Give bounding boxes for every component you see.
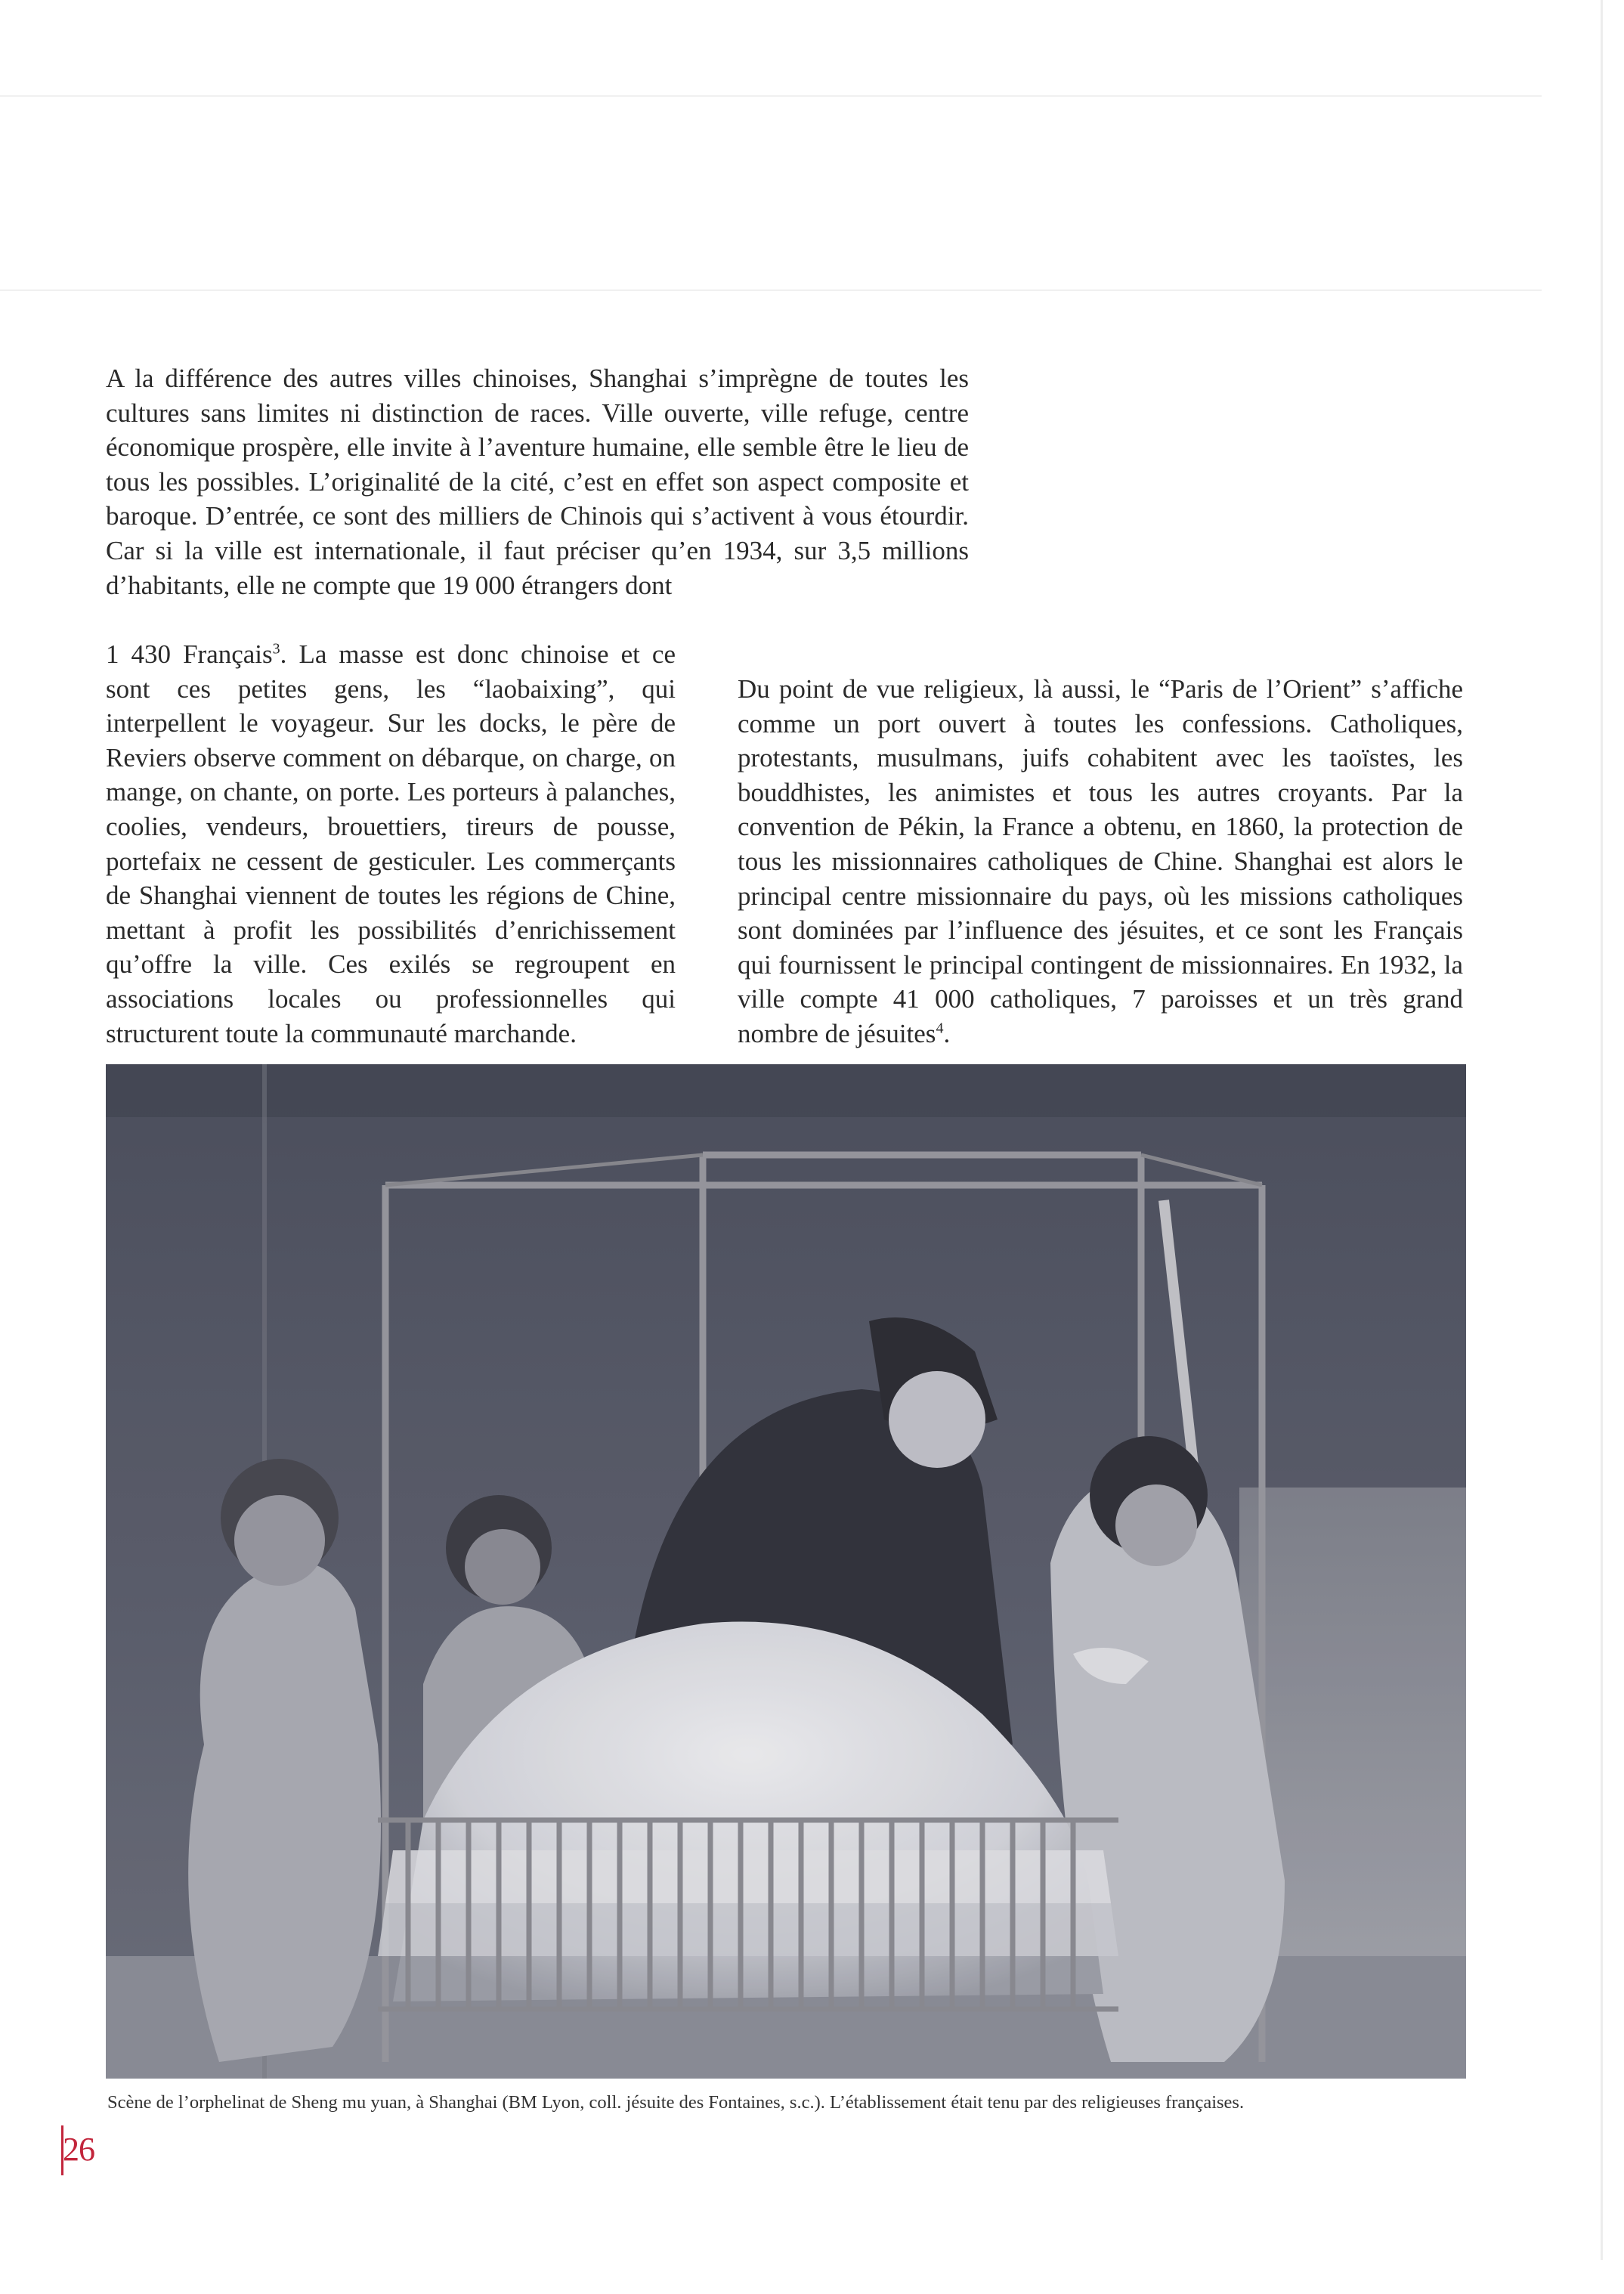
footnote-ref-4: 4 (936, 1020, 944, 1037)
page-edge (1601, 0, 1603, 2260)
header-rule-bottom (0, 289, 1542, 291)
footnote-ref-3: 3 (272, 640, 280, 658)
right-text-before-note: Du point de vue religieux, là aussi, le “Paris de l’Orient” s’affiche comme un port ouvert à toutes les confessions. Catholiques, protestants, musulmans, juifs cohabitent avec les taoïstes, les bouddhistes, les animistes et tous les autres croyants. Par la convention de Pékin, la France a obtenu, en 1860, la protection de tous les missionnaires catholiques de Chine. Shanghai est alors le principal centre missionnaire du pays, où les missions catholiques sont dominées par l’influence des jésuites, et ce sont les Français qui fournissent le principal contingent de missionnaires. En 1932, la ville compte 41 000 catholiques, 7 paroisses et un très grand nombre de jésuites (738, 674, 1463, 1048)
right-text-after-note: . (943, 1018, 951, 1048)
page-number: 26 (63, 2131, 94, 2168)
left-text-after-note: . La masse est donc chinoise et ce sont ces petites gens, les “laobaixing”, qui interpellent le voyageur. Sur les docks, le père de Reviers observe comment on débarque, on charge, on mange, on chante, on porte. Les porteurs à palanches, coolies, vendeurs, brouettiers, tireurs de pousse, portefaix ne cessent de gesticuler. Les commerçants de Shanghai viennent de toutes les régions de Chine, mettant à profit les possibilités d’enrichissement qu’offre la ville. Ces exilés se regroupent en associations locales ou professionnelles qui structurent toute la communauté marchande. (106, 639, 676, 1048)
figure-caption: Scène de l’orphelinat de Sheng mu yuan, à Shanghai (BM Lyon, coll. jésuite des Fontaines, s.c.). L’établissement était tenu par des religieuses françaises. (107, 2092, 1245, 2113)
left-column-paragraph (106, 637, 676, 1051)
left-text-before-note: 1 430 Français (106, 639, 273, 669)
right-column-paragraph (738, 672, 1463, 1051)
intro-paragraph: A la différence des autres villes chinoises, Shanghai s’imprègne de toutes les cultures sans limites ni distinction de races. Ville ouverte, ville refuge, centre économique prospère, elle invite à l’aventure humaine, elle semble être le lieu de tous les possibles. L’originalité de la cité, c’est en effet son aspect composite et baroque. D’entrée, ce sont des milliers de Chinois qui s’activent à vous étourdir. Car si la ville est internationale, il faut préciser qu’en 1934, sur 3,5 millions d’habitants, elle ne compte que 19 000 étrangers dont (106, 364, 969, 600)
orphanage-photograph (106, 1064, 1466, 2079)
header-rule-top (0, 95, 1542, 97)
